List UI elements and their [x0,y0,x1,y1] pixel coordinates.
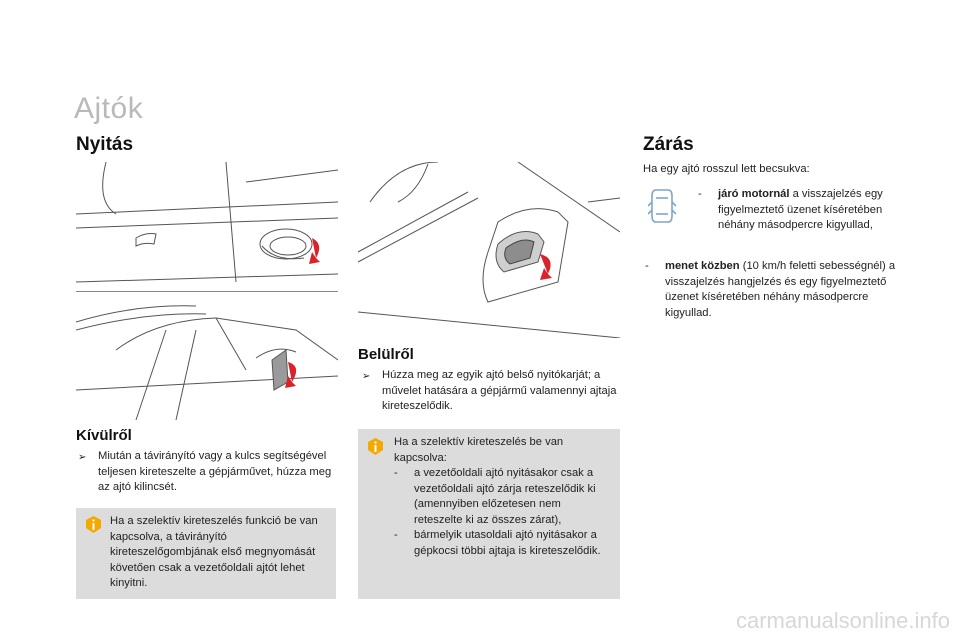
arrow-bullet-icon: ➢ [78,452,87,463]
inside-instruction [362,368,622,415]
arrow-bullet-icon: ➢ [362,371,371,382]
closing-intro: Ha egy ajtó rosszul lett becsukva: [643,163,810,175]
info-icon [368,438,383,455]
dash-marker: - [394,529,398,541]
list-item [394,466,610,528]
inside-handle-illustration [358,162,620,338]
car-profile-illustration [76,300,338,420]
watermark: carmanualsonline.info [735,608,950,633]
separator-line [76,291,338,292]
dash-marker: - [394,467,398,479]
outside-info-text: Ha a szelektív kireteszelés funkció be van kapcsolva, a távirányító kireteszelőgombjának első megnyomását követően csak a vezetőoldali ajtót lehet kinyitni. [110,515,318,589]
opening-heading: Nyitás [76,134,134,155]
outside-handle-illustration [76,162,338,292]
page-title: Ajtók [74,92,144,125]
outside-heading: Kívülről [76,427,132,444]
closing-heading: Zárás [643,134,694,155]
inside-heading: Belülről [358,346,414,363]
engine-running-text: a visszajelzés egy figyelmeztető üzenet kíséretében néhány másodpercre kigyullad, [718,188,883,231]
outside-instruction-text: Miután a távirányító vagy a kulcs segítségével teljesen kireteszelte a gépjárművet, húzza meg az ajtó kilincsét. [98,450,332,493]
outside-instruction [78,449,336,496]
list-item [394,528,610,559]
door-open-warning-icon [648,188,676,224]
while-driving-label: menet közben [665,260,740,272]
engine-running-label: járó motornál [718,188,790,200]
dash-marker: - [698,188,702,200]
outside-info-box [76,508,336,599]
inside-info-item-1: a vezetőoldali ajtó nyitásakor csak a vezetőoldali ajtó zárja reteszelődik ki (amennyiben előzetesen nem reteszelte ki az összes zárat), [414,467,596,526]
inside-info-intro: Ha a szelektív kireteszelés be van kapcsolva: [394,436,564,464]
inside-info-item-2: bármelyik utasoldali ajtó nyitásakor a gépkocsi többi ajtaja is kireteszelődik. [414,529,601,557]
inside-info-box [358,429,620,599]
while-driving-text: (10 km/h feletti sebességnél) a visszajelzés hangjelzés és egy figyelmeztető üzenet kíséretében néhány másodpercre kigyullad. [665,260,896,319]
dash-marker: - [645,260,649,272]
closing-item-while-driving [645,259,907,321]
closing-item-engine-running [698,187,908,234]
inside-instruction-text: Húzza meg az egyik ajtó belső nyitókarját; a művelet hatására a gépjármű valamennyi ajtaja kireteszelődik. [382,369,617,412]
info-icon [86,516,101,533]
